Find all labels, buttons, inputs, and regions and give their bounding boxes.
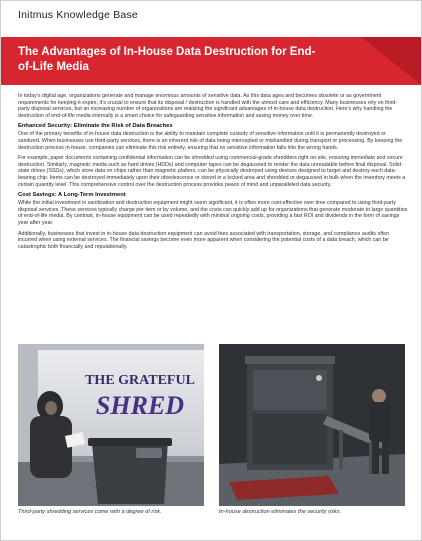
left-photo-caption: Third-party shredding services come with a degree of risk.	[18, 509, 162, 515]
shredder-scene-illustration	[219, 344, 405, 506]
article-body	[18, 93, 408, 254]
truck-text-line1: THE GRATEFUL	[85, 373, 195, 388]
knowledge-base-header	[1, 1, 421, 31]
section-heading-cost: Cost Savings: A Long-Term Investment	[18, 192, 126, 199]
article-title: The Advantages of In-House Data Destruction for End-of-Life Media	[18, 46, 316, 73]
industrial-shredder-photo	[219, 344, 405, 506]
intro-paragraph: In today's digital age, organizations generate and manage enormous amounts of sensitive data. As this data ages and becomes obsolete or as government requirements for keeping it expire, it's crucial to ensure that its disposal / destruction is handled with the utmost care and efficiency. Many businesses rely on third-party disposal services, but an increasing number of organizations are realizing the significant advantages of in-house data destruction. Here's why handling the destruction of end-of-life media internally is a smart choice for safeguarding sensitive information and saving money over time.	[18, 93, 398, 119]
cost-paragraph-2: Additionally, businesses that invest in in-house data destruction equipment can avoid fees associated with transportation, storage, and compliance audits often incurred when using external services. The financial savings become even more apparent when considering the potential costs of a data breach, which can be catastrophic both financially and reputationally.	[18, 230, 390, 250]
banner-accent	[361, 37, 421, 85]
shredding-truck-photo	[18, 344, 204, 506]
truck-text-line2: SHRED	[95, 391, 185, 420]
section-heading-security: Enhanced Security: Eliminate the Risk of Data Breaches	[18, 123, 173, 130]
right-photo-caption: In-house destruction eliminates the security risks.	[219, 509, 342, 515]
cost-paragraph-1: While the initial investment in sanitization and destruction equipment might seem significant, it is often more cost-effective over time compared to using third-party disposal services. These services typically charge per item or by volume, and the costs can quickly add up for organizations that generate moderate to large quantities of end-of-life media. By contrast, in-house equipment can be used repeatedly with minimal ongoing costs, providing a fast ROI and dividends in the form of savings year after year.	[18, 200, 408, 226]
site-name: Initmus Knowledge Base	[18, 9, 138, 21]
title-banner	[1, 37, 421, 85]
truck-scene-illustration	[18, 344, 204, 506]
security-paragraph-1: One of the primary benefits of in-house data destruction is the ability to maintain complete custody of sensitive information until it is permanently destroyed or sanitized. When businesses use third-party services, there is an inherent risk of data being intercepted or mishandled during transport or processing. By keeping the destruction process in-house, companies can eliminate this risk entirely, ensuring that no sensitive information falls into the wrong hands.	[18, 131, 403, 151]
security-paragraph-2: For example, paper documents containing confidential information can be shredded using commercial-grade shredders right on-site, ensuring immediate and secure destruction. Similarly, magnetic media such as hard drives (HDDs) and computer tapes can be degaussed to render the data unreadable before final disposal. Solid-state drives (SSDs), which store data on chips rather than magnetic platters, can be physically destroyed using devices designed to target and destroy each data-bearing chip. Items can be destroyed immediately upon their obsolescence or stored in a locked area and shredded or degaussed in bulk when the inventory meets a certain quantity level. This comprehensive control over the destruction process provides peace of mind and unparalleled data security.	[18, 155, 406, 188]
